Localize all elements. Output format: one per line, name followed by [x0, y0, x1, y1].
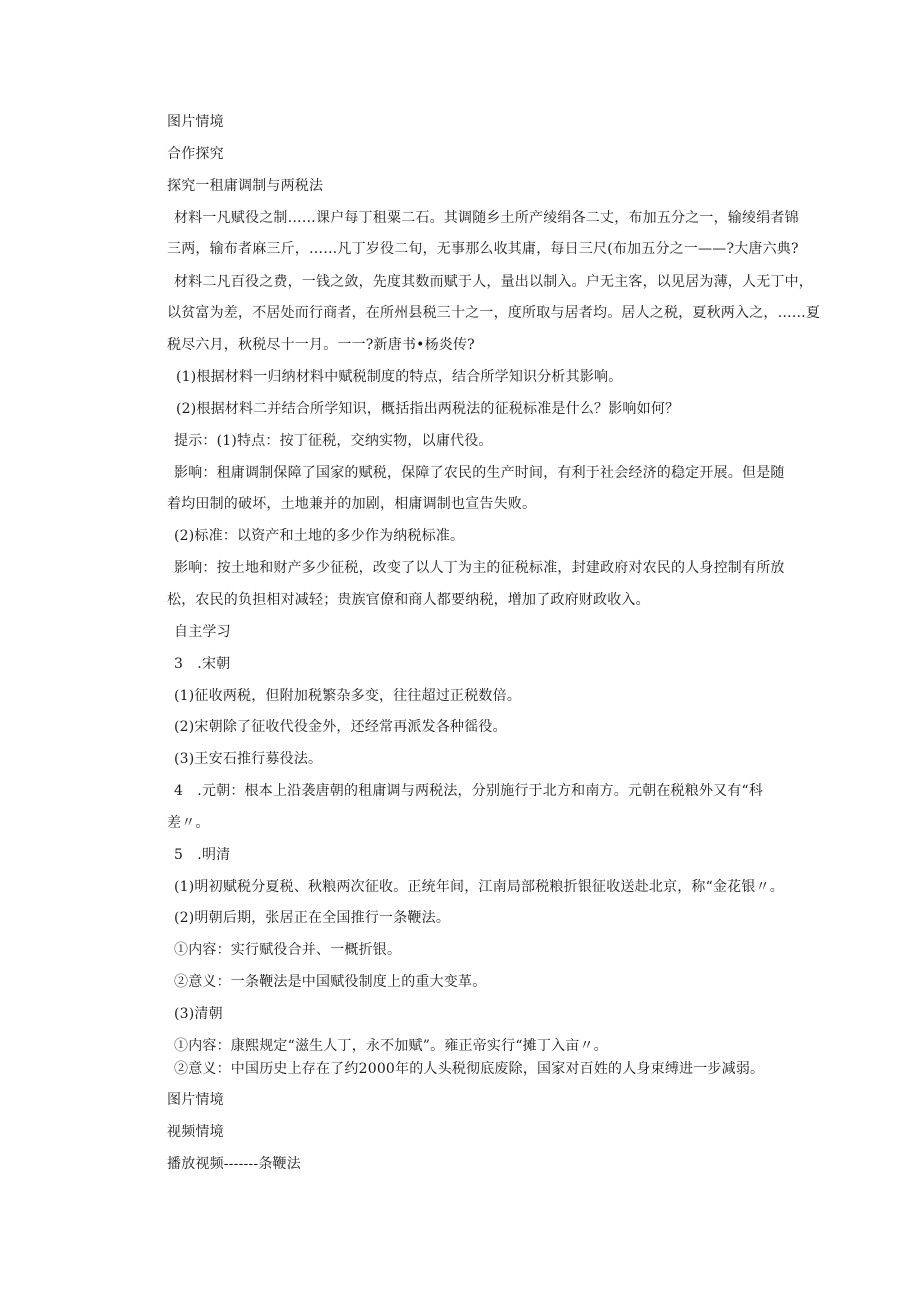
hint-two: (2)标准：以资产和土地的多少作为纳税标准。: [174, 528, 465, 544]
song-point-3: (3)王安石推行募役法。: [174, 751, 323, 767]
material-one-line-1: 材料一凡赋役之制……课户每丁租粟二石。其调随乡土所产绫绢各二丈，布加五分之一，输绫绢者锦: [174, 210, 799, 226]
material-two-line-2: 以贫富为差，不居处而行商者，在所州县税三十之一，度所取与居者均。居人之税，夏秋两入之，……夏: [167, 305, 821, 321]
section-heading-explore-one: 探究一租庸调制与两税法: [167, 178, 324, 194]
item-song-dynasty: 3 .宋朝: [174, 656, 231, 672]
impact-two-line-1: 影响：按土地和财产多少征税，改变了以人丁为主的征税标准，封建政府对农民的人身控制有所放: [174, 560, 785, 576]
ming-point-1: (1)明初赋税分夏税、秋粮两次征收。正统年间，江南局部税粮折银征收送赴北京，称“金花银〃。: [174, 879, 784, 895]
section-heading-cooperation: 合作探究: [167, 146, 224, 162]
impact-one-line-2: 着均田制的破坏，土地兼并的加剧，相庸调制也宣告失败。: [167, 496, 537, 512]
question-one: (1)根据材料一归纳材料中赋税制度的特点，结合所学知识分析其影响。: [176, 369, 623, 385]
ming-point-2: (2)明朝后期，张居正在全国推行一条鞭法。: [174, 910, 451, 926]
item-yuan-dynasty-line-2: 差〃。: [167, 815, 210, 831]
ming-significance: ②意义：一条鞭法是中国赋役制度上的重大变革。: [174, 974, 487, 990]
material-two-line-1: 材料二凡百役之费，一钱之敛，先度其数而赋于人，量出以制入。户无主客，以见居为薄，人无丁中，: [174, 274, 813, 290]
qing-significance: ②意义：中国历史上存在了约2000年的人头税彻底废除，国家对百姓的人身束缚进一步减弱。: [174, 1061, 765, 1077]
song-point-1: (1)征收两税，但附加税繁杂多变，往往超过正税数倍。: [174, 688, 522, 704]
item-yuan-dynasty-line-1: 4 .元朝：根本上沿袭唐朝的租庸调与两税法，分别施行于北方和南方。元朝在税粮外又有“科: [174, 783, 764, 799]
question-two: (2)根据材料二并结合所学知识，概括指出两税法的征税标准是什么？影响如何？: [176, 401, 680, 417]
section-heading-video: 视频情境: [167, 1124, 224, 1140]
play-video-line: 播放视频-------条鞭法: [167, 1156, 301, 1172]
section-heading-picture: 图片情境: [167, 114, 224, 130]
qing-heading: (3)清朝: [174, 1006, 223, 1022]
material-two-line-3: 税尽六月，秋税尽十一月。一一?新唐书•杨炎传?: [167, 337, 475, 353]
section-heading-picture-2: 图片情境: [167, 1092, 224, 1108]
material-one-line-2: 三两，输布者麻三斤，……凡丁岁役二旬，无事那么收其庸，每日三尺(布加五分之一——?大唐六典?: [167, 241, 799, 257]
hint-one: 提示：(1)特点：按丁征税，交纳实物，以庸代役。: [174, 433, 493, 449]
impact-two-line-2: 松，农民的负担相对减轻；贵族官僚和商人都要纳税，增加了政府财政收入。: [167, 592, 650, 608]
qing-content: ①内容：康熙规定“滋生人丁，永不加赋”。雍正帝实行“摊丁入亩〃。: [174, 1038, 608, 1054]
ming-content: ①内容：实行赋役合并、一概折银。: [174, 942, 402, 958]
impact-one-line-1: 影响：租庸调制保障了国家的赋税，保障了农民的生产时间，有利于社会经济的稳定开展。但是随: [174, 465, 785, 481]
section-heading-self-study: 自主学习: [174, 624, 231, 640]
item-ming-qing: 5 .明清: [174, 847, 231, 863]
song-point-2: (2)宋朝除了征收代役金外，还经常再派发各种徭役。: [174, 719, 507, 735]
